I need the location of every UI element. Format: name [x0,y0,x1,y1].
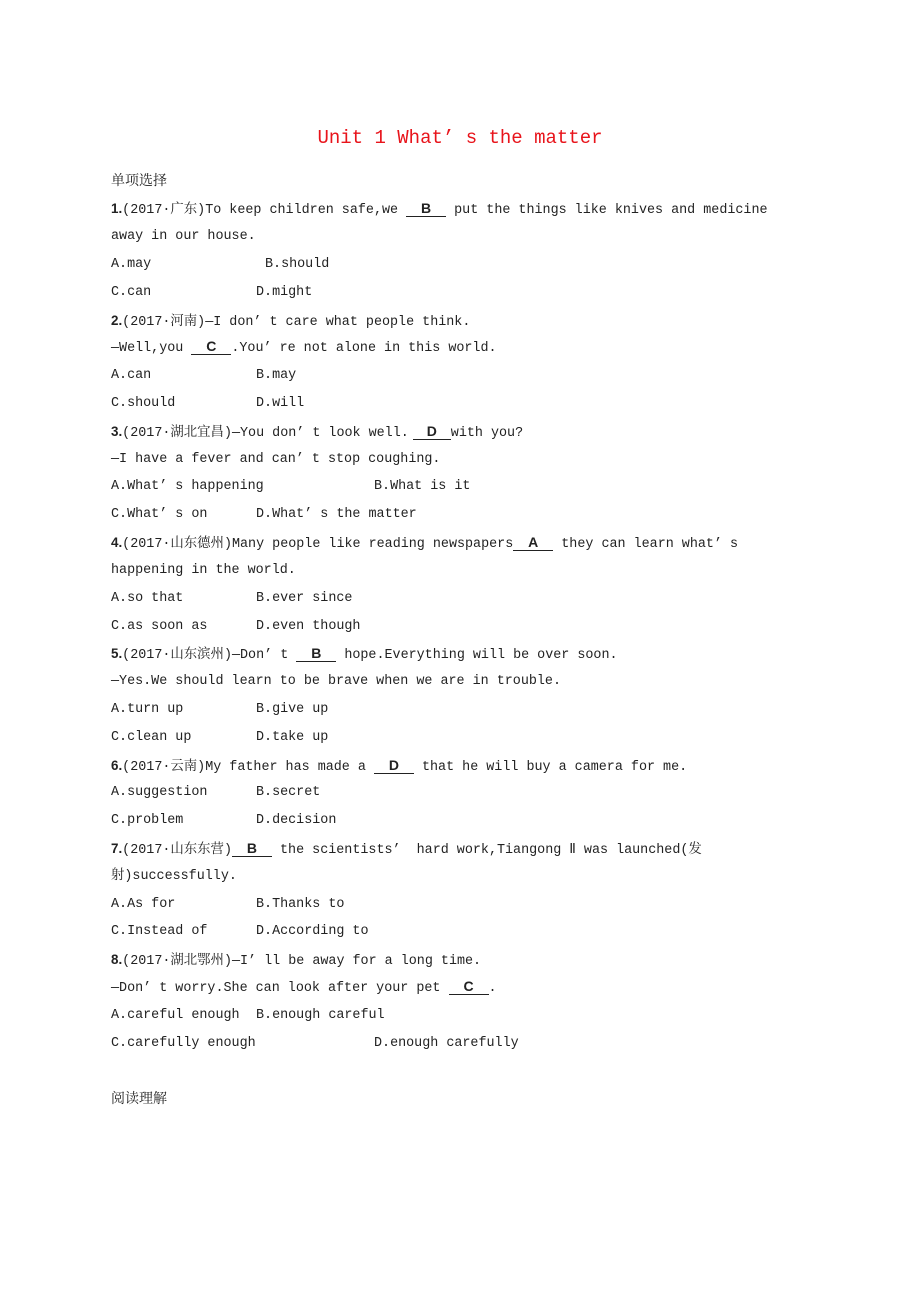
option-a: A.turn up [111,702,184,717]
option-c: C.can [111,285,152,300]
option-d: D.will [256,396,305,411]
section-heading-reading: 阅读理解 [111,1091,167,1107]
question-3 [111,423,523,443]
option-a: A.What’ s happening [111,479,264,494]
option-a: A.so that [111,591,184,606]
question-text: the scientists’ hard work,Tiangong Ⅱ was launched(发 [271,843,702,858]
question-text: —You don’ t look well. [231,426,409,441]
question-number: 7. [111,841,123,856]
question-8 [111,951,481,971]
question-text-line: away in our house. [111,229,256,244]
question-number: 8. [111,952,123,967]
option-d: D.might [256,285,313,300]
question-text: . [488,981,497,996]
question-text: with you? [450,426,524,441]
question-text: —I don’ t care what people think. [205,315,471,330]
question-text-line: 射)successfully. [111,869,237,884]
question-4 [111,534,738,554]
answer-blank: D [413,424,451,440]
option-b: B.enough careful [256,1008,385,1023]
question-text-line: —I have a fever and can’ t stop coughing. [111,452,441,467]
option-a: A.As for [111,897,176,912]
question-text: put the things like knives and medicine [446,203,768,218]
option-c: C.clean up [111,730,192,745]
question-text: hope.Everything will be over soon. [336,648,618,663]
answer-blank: D [374,758,414,774]
option-c: C.as soon as [111,619,208,634]
option-a: A.may [111,257,152,272]
question-text: To keep children safe,we [205,203,407,218]
question-source: (2017·河南) [122,315,206,330]
page-title: Unit 1 What’ s the matter [317,127,603,149]
option-b: B.Thanks to [256,897,345,912]
option-c: C.problem [111,813,184,828]
question-number: 1. [111,201,123,216]
answer-blank: C [449,979,489,995]
answer-blank: A [513,535,553,551]
option-d: D.even though [256,619,361,634]
question-source: (2017·云南) [122,760,206,775]
question-text: My father has made a [205,760,374,775]
answer-blank: B [406,201,446,217]
option-c: C.should [111,396,176,411]
question-text-line [111,339,497,358]
option-d: D.take up [256,730,329,745]
option-b: B.may [256,368,297,383]
option-d: D.What’ s the matter [256,507,417,522]
question-text-line [111,979,497,998]
option-c: C.Instead of [111,924,208,939]
question-6 [111,757,687,777]
answer-blank: C [191,339,231,355]
question-text: —I’ ll be away for a long time. [231,954,482,969]
question-5 [111,645,618,665]
option-b: B.secret [256,785,321,800]
option-a: A.suggestion [111,785,208,800]
question-number: 6. [111,758,123,773]
question-7 [111,840,702,860]
option-b: B.What is it [374,479,471,494]
question-2 [111,312,470,332]
option-b: B.ever since [256,591,353,606]
option-b: B.give up [256,702,329,717]
question-source: (2017·湖北鄂州) [122,954,232,969]
option-a: A.can [111,368,152,383]
option-c: C.carefully enough [111,1036,256,1051]
question-text: Many people like reading newspapers [231,537,514,552]
option-d: D.decision [256,813,337,828]
option-a: A.careful enough [111,1008,240,1023]
option-d: D.enough carefully [374,1036,519,1051]
option-b: B.should [265,257,330,272]
question-text: —Well,you [111,341,192,356]
question-1 [111,200,768,220]
question-text: —Don’ t worry.She can look after your pet [111,981,449,996]
option-c: C.What’ s on [111,507,208,522]
question-number: 4. [111,535,123,550]
question-source: (2017·山东德州) [122,537,232,552]
question-text: .You’ re not alone in this world. [231,341,497,356]
question-number: 5. [111,646,123,661]
answer-blank: B [296,646,336,662]
question-text: —Don’ t [231,648,297,663]
question-text-line: happening in the world. [111,563,296,578]
answer-blank: B [232,841,272,857]
question-number: 2. [111,313,123,328]
question-source: (2017·山东东营) [122,843,232,858]
question-source: (2017·广东) [122,203,206,218]
question-text: that he will buy a camera for me. [413,760,688,775]
question-source: (2017·山东滨州) [122,648,232,663]
question-text: they can learn what’ s [553,537,739,552]
question-number: 3. [111,424,123,439]
section-heading-single-choice: 单项选择 [111,173,167,189]
question-source: (2017·湖北宜昌) [122,426,232,441]
option-d: D.According to [256,924,369,939]
question-text-line: —Yes.We should learn to be brave when we are in trouble. [111,674,561,689]
